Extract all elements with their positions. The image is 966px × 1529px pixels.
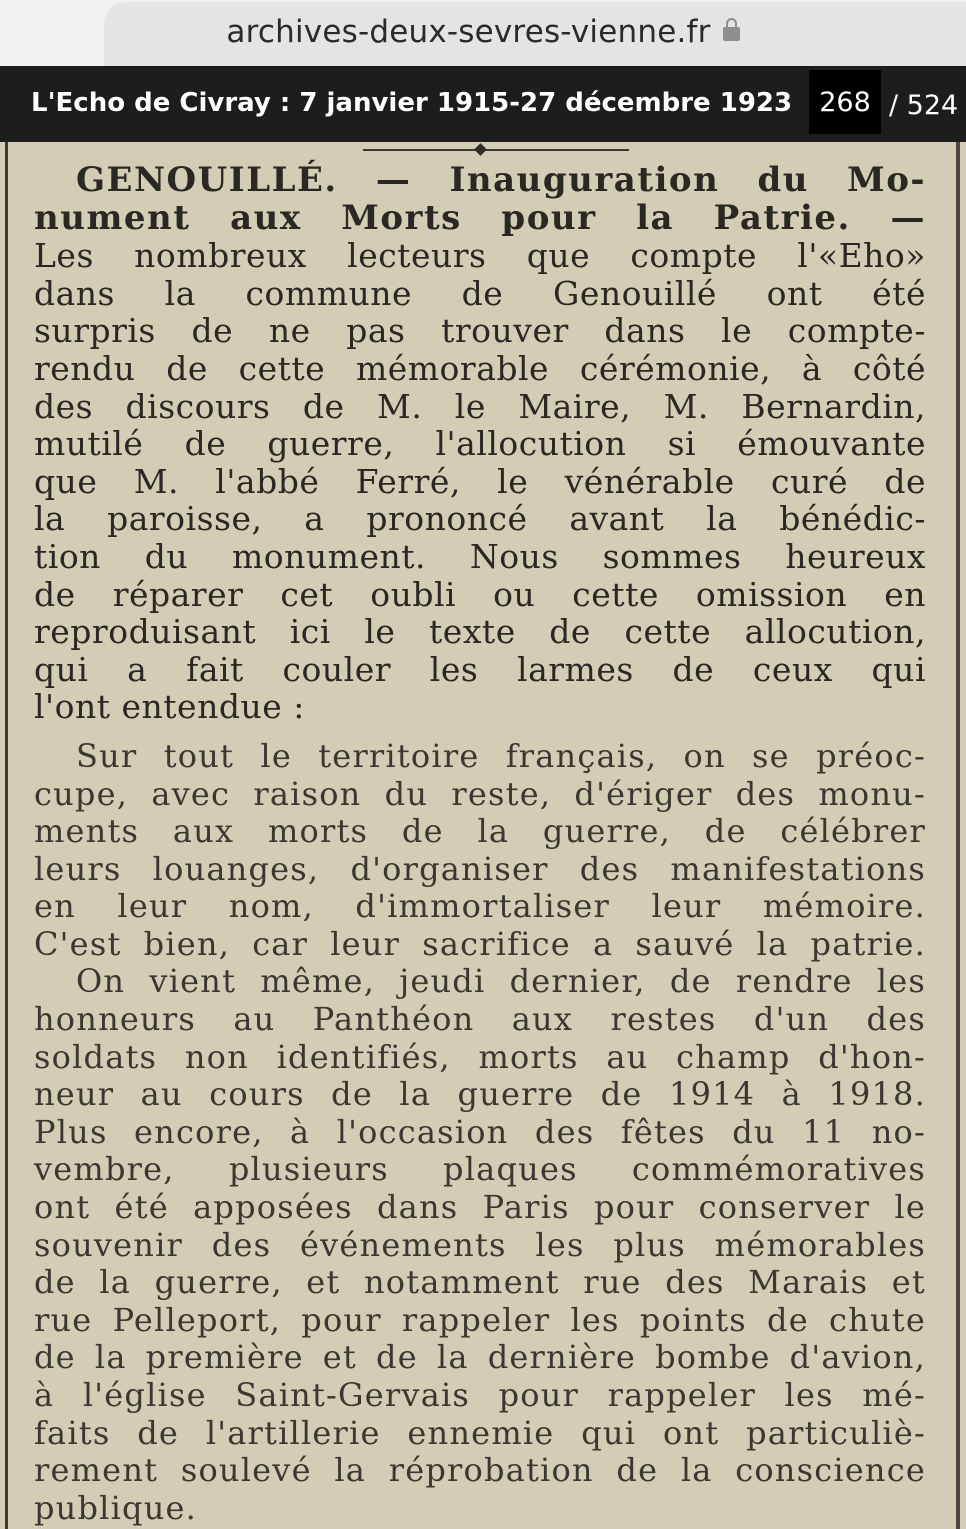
speech-line: Plus encore, à l'occasion des fêtes du 11 no- [34, 1112, 926, 1151]
article-line: surpris de ne pas trouver dans le compte- [34, 311, 926, 351]
lock-icon [723, 27, 740, 41]
speech-line: ments aux morts de la guerre, de célébrer [34, 812, 926, 851]
article-line: l'ont entendue : [34, 687, 305, 727]
ornament-line [363, 149, 629, 151]
headline-line: nument aux Morts pour la Patrie. — [34, 197, 926, 238]
page-total-count: / 524 [889, 90, 959, 121]
article-text [34, 162, 926, 1527]
article-line: la paroisse, a prononcé avant la bénédic- [34, 499, 926, 539]
speech-line: soldats non identifiés, morts au champ d'hon- [34, 1037, 926, 1076]
speech-line: à l'église Saint-Gervais pour rappeler les mé- [34, 1376, 926, 1414]
document-title: L'Echo de Civray : 7 janvier 1915-27 décembre 1923 [31, 88, 793, 118]
speech-line: de la première et de la dernière bombe d'avion, [34, 1338, 926, 1377]
speech-line: rement soulevé la réprobation de la conscience [34, 1451, 926, 1490]
article-line: tion du monument. Nous sommes heureux [34, 536, 926, 576]
article-line: que M. l'abbé Ferré, le vénérable curé de [34, 461, 926, 501]
headline-line: GENOUILLÉ. — Inauguration du Mo- [76, 160, 926, 200]
speech-line: C'est bien, car leur sacrifice a sauvé la patrie. [34, 924, 926, 963]
speech-line: ont été apposées dans Paris pour conserver le [34, 1188, 926, 1227]
column-rule-left [5, 142, 8, 1529]
article-line: dans la commune de Genouillé ont été [34, 273, 926, 313]
speech-line: de la guerre, et notamment rue des Marais et [34, 1263, 926, 1302]
article-line: de réparer cet oubli ou cette omission en [34, 574, 926, 614]
viewer-header [0, 66, 966, 142]
column-rule-right [956, 142, 960, 1529]
speech-line: honneurs au Panthéon aux restes d'un des [34, 1000, 926, 1039]
speech-line: cupe, avec raison du reste, d'ériger des monu- [34, 774, 926, 813]
url-text[interactable]: archives-deux-sevres-vienne.fr [226, 14, 711, 50]
speech-line: Sur tout le territoire français, on se préoc- [76, 736, 926, 775]
article-line: rendu de cette mémorable cérémonie, à côté [34, 348, 926, 388]
article-line: qui a fait couler les larmes de ceux qui [34, 649, 926, 689]
speech-line: neur au cours de la guerre de 1914 à 1918. [34, 1075, 926, 1114]
speech-line: publique. [34, 1488, 198, 1527]
article-line: reproduisant ici le texte de cette allocution, [34, 612, 926, 652]
browser-url-bar[interactable] [0, 0, 966, 66]
page-number-input[interactable] [809, 70, 881, 134]
speech-line: faits de l'artillerie ennemie qui ont particuliè- [34, 1413, 926, 1452]
article-line: mutilé de guerre, l'allocution si émouvante [34, 424, 926, 464]
speech-line: vembre, plusieurs plaques commémoratives [34, 1150, 926, 1189]
speech-line: souvenir des événements les plus mémorables [34, 1225, 926, 1264]
newspaper-scan[interactable] [0, 142, 966, 1529]
speech-line: rue Pelleport, pour rappeler les points de chute [34, 1300, 926, 1339]
speech-line: en leur nom, d'immortaliser leur mémoire. [34, 887, 926, 926]
ornament-diamond [474, 143, 487, 156]
speech-line: leurs louanges, d'organiser des manifestations [34, 849, 926, 888]
section-ornament [363, 146, 629, 154]
article-line: Les nombreux lecteurs que compte l'«Eho» [34, 236, 926, 276]
address-field[interactable] [0, 14, 966, 50]
speech-line: On vient même, jeudi dernier, de rendre les [76, 962, 926, 1001]
article-line: des discours de M. le Maire, M. Bernardin, [34, 386, 926, 426]
